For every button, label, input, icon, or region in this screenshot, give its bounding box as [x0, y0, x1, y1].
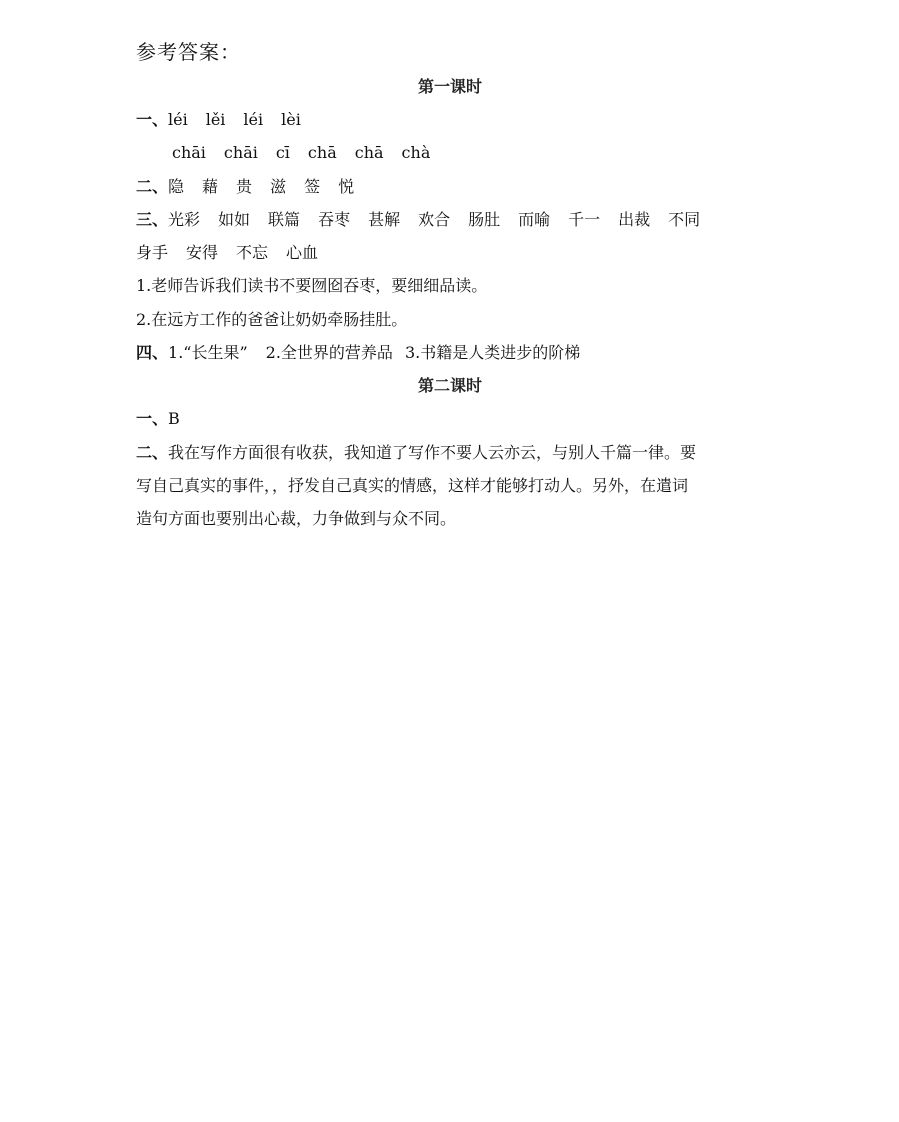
word-item: 身手 — [136, 243, 169, 263]
lesson1-q3-label: 三、 — [136, 209, 169, 229]
lesson1-q2 — [136, 170, 764, 203]
lesson1-q3-sentence1: 1.老师告诉我们读书不要囫囵吞枣，要细细品读。 — [136, 276, 488, 296]
word-item: 安得 — [186, 243, 219, 263]
lesson1-q3-line1 — [136, 203, 764, 236]
answer-sheet — [136, 36, 764, 536]
word-item: 吞枣 — [318, 209, 351, 229]
page-title: 参考答案： — [136, 40, 241, 64]
pinyin-item: léi — [168, 110, 188, 129]
lesson1-q4-label: 四、 — [136, 343, 169, 363]
lesson1-q1-line1 — [136, 103, 764, 136]
pinyin-item: cī — [275, 143, 290, 163]
lesson1-q2-label: 二、 — [136, 176, 169, 196]
word-item: 如如 — [218, 209, 251, 229]
word-item: 不同 — [668, 209, 701, 229]
pinyin-item: chāi — [223, 143, 258, 163]
word-item: 光彩 — [168, 209, 201, 229]
word-item: 联篇 — [268, 209, 301, 229]
pinyin-item: lèi — [281, 110, 301, 129]
word-item: 千一 — [568, 209, 601, 229]
word-item: 心血 — [286, 243, 319, 263]
lesson2-q1-answer: B — [168, 409, 180, 429]
lesson2-q2-text-1: 我在写作方面很有收获，我知道了写作不要人云亦云，与别人千篇一律。要 — [168, 442, 697, 462]
word-item: 肠肚 — [468, 209, 501, 229]
word-item: 而喻 — [518, 209, 551, 229]
pinyin-item: léi — [243, 110, 264, 129]
word-item: 甚解 — [368, 209, 401, 229]
char-item: 隐 — [168, 176, 185, 196]
pinyin-item: chāi — [172, 143, 206, 163]
lesson1-q1-line2 — [136, 136, 764, 169]
char-item: 签 — [304, 176, 321, 196]
word-item: 欢合 — [418, 209, 451, 229]
lesson1-q1-label: 一、 — [136, 110, 169, 129]
lesson2-q1 — [136, 402, 764, 435]
lesson2-q1-label: 一、 — [136, 409, 169, 429]
lesson1-heading: 第一课时 — [417, 77, 482, 96]
lesson2-q2-label: 二、 — [136, 442, 169, 462]
q4-answer-3: 3.书籍是人类进步的阶梯 — [404, 343, 581, 363]
lesson2-q2-line1 — [136, 436, 764, 469]
char-item: 藉 — [202, 176, 219, 196]
word-item: 出裁 — [618, 209, 651, 229]
lesson2-q2-line2: 写自己真实的事件，，抒发自己真实的情感，这样才能够打动人。另外，在遣词 — [136, 475, 689, 495]
pinyin-item: chā — [354, 143, 384, 163]
pinyin-item: chā — [307, 143, 337, 163]
lesson1-q3-line2 — [136, 236, 764, 269]
char-item: 滋 — [270, 176, 287, 196]
lesson2-heading: 第二课时 — [417, 376, 482, 396]
pinyin-item: chà — [401, 143, 431, 163]
char-item: 悦 — [338, 176, 355, 196]
lesson1-q3-sentence2: 2.在远方工作的爸爸让奶奶牵肠挂肚。 — [136, 309, 408, 329]
lesson1-q4 — [136, 336, 764, 369]
lesson2-q2-line3: 造句方面也要别出心裁，力争做到与众不同。 — [136, 509, 457, 529]
q4-answer-1: 1.“长生果” — [168, 343, 248, 363]
word-item: 不忘 — [236, 243, 269, 263]
pinyin-item: lěi — [205, 110, 226, 129]
q4-answer-2: 2.全世界的营养品 — [265, 343, 393, 363]
char-item: 贵 — [236, 176, 253, 196]
